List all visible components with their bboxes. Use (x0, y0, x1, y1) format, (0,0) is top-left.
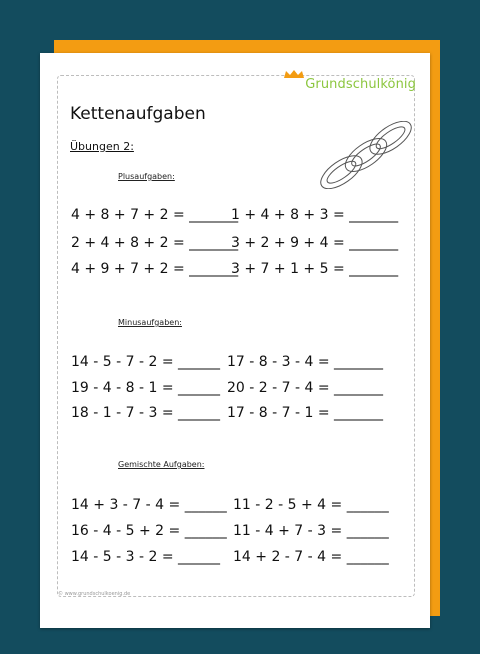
task-minus-3-right: 17 - 8 - 7 - 1 = _______ (227, 405, 384, 421)
section-label-plus: Plusaufgaben: (118, 172, 175, 181)
task-minus-2-right: 20 - 2 - 7 - 4 = _______ (227, 380, 384, 396)
page-title: Kettenaufgaben (70, 104, 206, 124)
task-mixed-3-right: 14 + 2 - 7 - 4 = ______ (233, 549, 389, 565)
task-minus-1-left: 14 - 5 - 7 - 2 = ______ (71, 354, 221, 370)
crown-icon (283, 69, 305, 79)
task-minus-2-left: 19 - 4 - 8 - 1 = ______ (71, 380, 221, 396)
task-minus-3-left: 18 - 1 - 7 - 3 = ______ (71, 405, 221, 421)
chain-icon (306, 121, 426, 189)
worksheet (40, 53, 430, 628)
task-plus-1-left: 4 + 8 + 7 + 2 = _______ (71, 207, 239, 223)
task-plus-1-right: 1 + 4 + 8 + 3 = _______ (231, 207, 399, 223)
task-plus-2-left: 2 + 4 + 8 + 2 = _______ (71, 235, 239, 251)
task-mixed-1-right: 11 - 2 - 5 + 4 = ______ (233, 497, 389, 513)
task-mixed-2-left: 16 - 4 - 5 + 2 = ______ (71, 523, 227, 539)
task-mixed-3-left: 14 - 5 - 3 - 2 = ______ (71, 549, 221, 565)
task-plus-3-right: 3 + 7 + 1 + 5 = _______ (231, 261, 399, 277)
task-minus-1-right: 17 - 8 - 3 - 4 = _______ (227, 354, 384, 370)
section-label-mixed: Gemischte Aufgaben: (118, 460, 205, 469)
footer-copyright: © www.grundschulkoenig.de (58, 591, 131, 597)
brand-logo: Grundschulkönig (305, 77, 416, 92)
task-mixed-2-right: 11 - 4 + 7 - 3 = ______ (233, 523, 389, 539)
task-plus-2-right: 3 + 2 + 9 + 4 = _______ (231, 235, 399, 251)
exercise-subtitle: Übungen 2: (70, 140, 134, 153)
task-mixed-1-left: 14 + 3 - 7 - 4 = ______ (71, 497, 227, 513)
section-label-minus: Minusaufgaben: (118, 318, 182, 327)
task-plus-3-left: 4 + 9 + 7 + 2 = _______ (71, 261, 239, 277)
